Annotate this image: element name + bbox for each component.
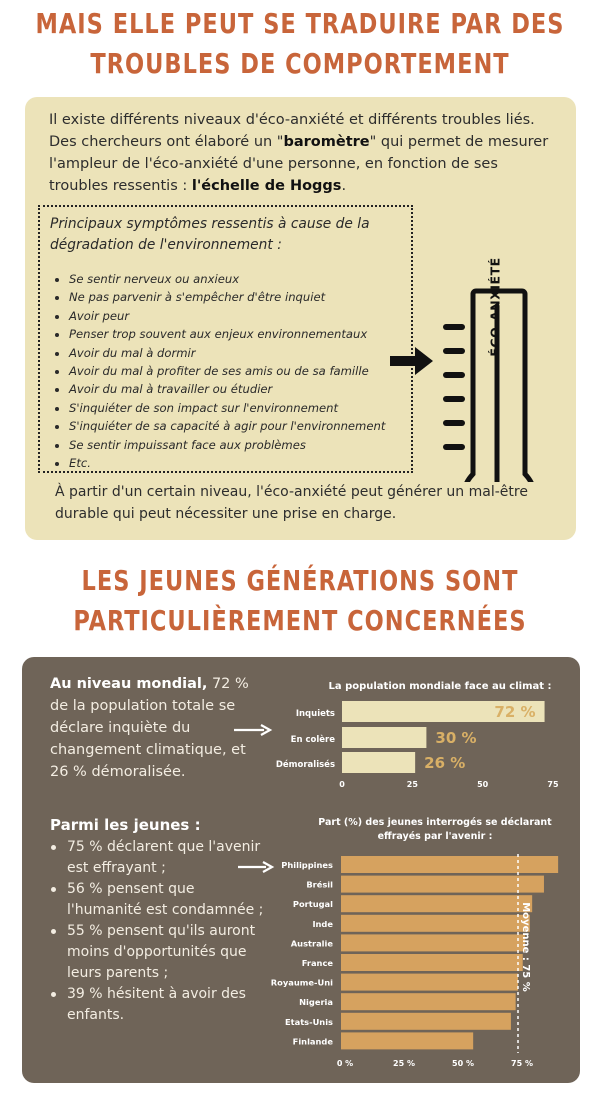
symptom-item: S'inquiéter de sa capacité à agir pour l'environnement — [53, 417, 413, 435]
chart2-bar — [341, 876, 544, 893]
chart2-category-label: Inde — [312, 918, 333, 929]
chart1-value-label: 72 % — [494, 703, 536, 721]
chart2-bar — [341, 1013, 511, 1030]
hoggs-scale-panel — [25, 97, 576, 540]
chart1-value-label: 26 % — [424, 754, 466, 772]
youth-stat-item: 55 % pensent qu'ils auront moins d'opportunités que leurs parents ; — [50, 921, 270, 984]
chart2-average-label: Moyenne : 75 % — [520, 902, 531, 992]
intro-text: Il existe différents niveaux d'éco-anxiété et différents troubles liés. Des chercheurs ont élaboré un " — [49, 112, 535, 150]
chart1-tick-label: 25 — [406, 780, 418, 789]
heading-line: TROUBLES DE COMPORTEMENT — [90, 47, 510, 80]
symptom-item: S'inquiéter de son impact sur l'environnement — [53, 399, 413, 417]
chart2-category-label: Nigeria — [299, 997, 333, 1008]
symptom-item: Penser trop souvent aux enjeux environnementaux — [53, 325, 413, 343]
chart2-category-label: Etats-Unis — [284, 1016, 333, 1027]
thermometer-body — [385, 192, 555, 482]
symptom-item: Avoir du mal à travailler ou étudier — [53, 380, 413, 398]
chart2-category-label: Royaume-Uni — [270, 977, 333, 988]
heading-line: LES JEUNES GÉNÉRATIONS SONT — [81, 564, 519, 597]
chart2-category-label: Philippines — [281, 860, 333, 870]
chart1-tick-label: 50 — [477, 780, 489, 789]
chart1-bar — [342, 727, 426, 748]
symptoms-list — [53, 270, 413, 472]
chart1-category-label: Inquiets — [295, 709, 335, 719]
symptom-item: Etc. — [53, 454, 413, 472]
youth-stat-item: 56 % pensent que l'humanité est condamnée ; — [50, 879, 270, 921]
symptom-item: Avoir du mal à dormir — [53, 344, 413, 362]
chart1-tick-label: 75 — [547, 780, 559, 789]
youth-stat-item: 75 % déclarent que l'avenir est effrayant ; — [50, 837, 270, 879]
chart1-value-label: 30 % — [435, 729, 477, 747]
symptom-item: Avoir du mal à profiter de ses amis ou de sa famille — [53, 362, 413, 380]
chart2-bar — [341, 993, 516, 1010]
world-stats-bold: Au niveau mondial, — [50, 676, 208, 692]
section-heading-troubles — [0, 4, 600, 85]
intro-bold-hoggs: l'échelle de Hoggs — [191, 178, 342, 194]
symptoms-title: Principaux symptômes ressentis à cause de la dégradation de l'environnement : — [50, 216, 370, 253]
section-heading-jeunes — [0, 561, 600, 642]
chart2-tick-label: 25 % — [393, 1059, 415, 1068]
chart1-category-label: Démoralisés — [275, 760, 335, 770]
chart1-tick-label: 0 — [339, 780, 345, 789]
symptoms-box — [38, 205, 413, 473]
chart2-title: Part (%) des jeunes interrogés se déclarant — [318, 817, 552, 828]
chart2-category-label: Australie — [290, 938, 333, 949]
chart2-bar — [341, 974, 518, 991]
intro-text: . — [341, 178, 347, 194]
heading-line: MAIS ELLE PEUT SE TRADUIRE PAR DES — [35, 7, 565, 40]
chart2-tick-label: 75 % — [511, 1059, 533, 1068]
outro-paragraph: À partir d'un certain niveau, l'éco-anxiété peut générer un mal-être durable qui peut nécessiter une prise en charge. — [55, 484, 528, 522]
chart2-title: effrayés par l'avenir : — [377, 831, 493, 842]
chart2-bar — [341, 954, 523, 971]
youth-title: Parmi les jeunes : — [50, 816, 201, 834]
chart2-bar — [341, 856, 558, 873]
chart1-title: La population mondiale face au climat : — [328, 681, 552, 692]
symptom-item: Se sentir impuissant face aux problèmes — [53, 436, 413, 454]
chart2-category-label: Finlande — [292, 1036, 333, 1047]
chart2-bar — [341, 895, 532, 912]
symptom-item: Ne pas parvenir à s'empêcher d'être inquiet — [53, 288, 413, 306]
youth-stat-item: 39 % hésitent à avoir des enfants. — [50, 984, 270, 1026]
world-stats-body: 72 % de la population totale se déclare inquiète du changement climatique, et 26 % démoralisée. — [50, 676, 249, 780]
intro-paragraph — [49, 109, 554, 197]
statistics-panel — [22, 657, 580, 1083]
chart2-category-label: Portugal — [292, 899, 333, 910]
intro-bold-barometre: baromètre — [283, 134, 370, 150]
heading-line: PARTICULIÈREMENT CONCERNÉES — [73, 604, 527, 637]
thermometer-label: ÉCO-ANXIÉTÉ — [487, 257, 503, 357]
symptom-item: Se sentir nerveux ou anxieux — [53, 270, 413, 288]
chart2-bar — [341, 915, 530, 932]
intro-text: " qui permet de mesurer l'ampleur de l'éco-anxiété d'une personne, en fonction de ses troubles ressentis : — [49, 134, 549, 194]
symptom-item: Avoir peur — [53, 307, 413, 325]
chart1-category-label: En colère — [290, 735, 335, 745]
chart2-category-label: France — [301, 958, 333, 968]
charts-canvas — [22, 657, 580, 1083]
chart2-tick-label: 0 % — [336, 1059, 354, 1068]
chart2-category-label: Brésil — [306, 879, 333, 890]
chart2-bar — [341, 1032, 473, 1049]
chart2-tick-label: 50 % — [452, 1059, 474, 1068]
chart1-bar — [342, 752, 415, 773]
chart2-bar — [341, 934, 525, 951]
